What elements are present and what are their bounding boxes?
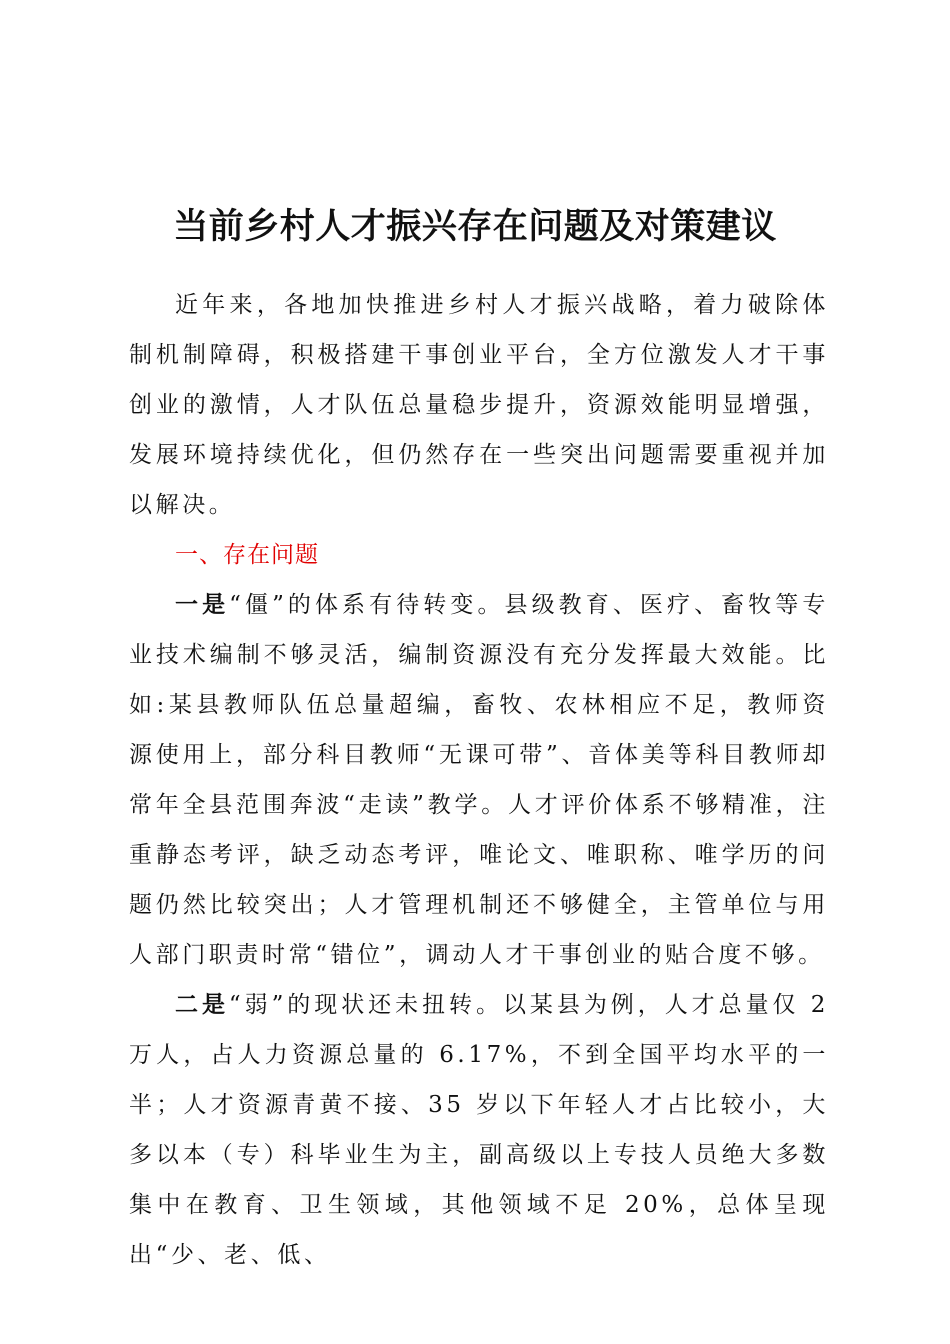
section-heading-problems: 一、存在问题 <box>175 542 319 568</box>
point-lead-1: 一是 <box>175 592 230 618</box>
point-paragraph-2 <box>129 980 829 1280</box>
point-text-2: “弱”的现状还未扭转。以某县为例，人才总量仅 2 万人，占人力资源总量的 6.17%，不到全国平均水平的一半；人才资源青黄不接、35 岁以下年轻人才占比较小，大多以本（专）科毕业生为主，副高级以上专技人员绝大多数集中在教育、卫生领域，其他领域不足 20%，总体呈现出“少、老、低、 <box>129 992 829 1268</box>
intro-paragraph: 近年来，各地加快推进乡村人才振兴战略，着力破除体制机制障碍，积极搭建干事创业平台，全方位激发人才干事创业的激情，人才队伍总量稳步提升，资源效能明显增强，发展环境持续优化，但仍然存在一些突出问题需要重视并加以解决。 <box>129 292 829 518</box>
point-text-1: “僵”的体系有待转变。县级教育、医疗、畜牧等专业技术编制不够灵活，编制资源没有充分发挥最大效能。比如:某县教师队伍总量超编，畜牧、农林相应不足，教师资源使用上，部分科目教师“无课可带”、音体美等科目教师却常年全县范围奔波“走读”教学。人才评价体系不够精准，注重静态考评，缺乏动态考评，唯论文、唯职称、唯学历的问题仍然比较突出；人才管理机制还不够健全，主管单位与用人部门职责时常“错位”，调动人才干事创业的贴合度不够。 <box>129 592 829 968</box>
document-body <box>129 280 829 1280</box>
point-paragraph-1 <box>129 580 829 980</box>
document-title: 当前乡村人才振兴存在问题及对策建议 <box>173 207 777 247</box>
point-lead-2: 二是 <box>175 992 229 1018</box>
